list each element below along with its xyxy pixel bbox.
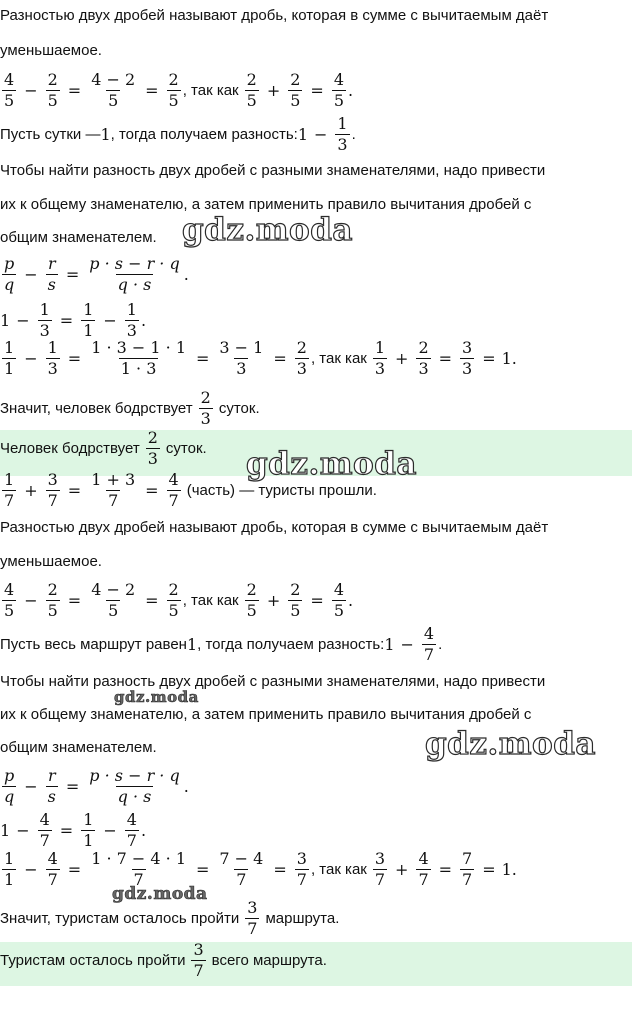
let-statement-2: Пусть весь маршрут равен 1 , тогда получаем разность: 1 − $\frac{4}{7}$ . xyxy=(0,624,443,664)
conclusion-1: Значит, человек бодрствует $\frac{2}{3}$ суток. xyxy=(0,388,260,428)
rule-text-line-2: уменьшаемое. xyxy=(0,42,102,59)
diff-rule-line-4: Чтобы найти разность двух дробей с разными знаменателями, надо привести xyxy=(0,673,546,690)
general-formula-2: $\frac{p}{q}$ − $\frac{r}{s}$ = $\frac{p \cdot s - r \cdot q}{q \cdot s}$ . xyxy=(4,766,189,806)
diff-rule-line-6: общим знаменателем. xyxy=(0,739,157,756)
calculation-2: $\frac{1}{1}$ − $\frac{4}{7}$ = $\frac{1 \cdot 7 - 4 \cdot 1}{7}$ = $\frac{7 - 4}{7}$ = $\frac{3}{7}$ , так как $\frac{3}{7}$ + $\frac{4}{7}$ = $\frac{7}{7}$ = 1. xyxy=(4,849,517,889)
rule-text-line-4: уменьшаемое. xyxy=(0,553,102,570)
diff-rule-line-5: их к общему знаменателю, а затем применить правило вычитания дробей с xyxy=(0,706,532,723)
watermark-2: gdz.moda xyxy=(246,446,417,482)
substitution-2: 1 − $\frac{4}{7}$ = $\frac{1}{1}$ − $\frac{4}{7}$ . xyxy=(0,810,147,850)
watermark-5: gdz.moda xyxy=(112,884,208,904)
calculation-1: $\frac{1}{1}$ − $\frac{1}{3}$ = $\frac{1 \cdot 3 - 1 \cdot 1}{1 \cdot 3}$ = $\frac{3 - 1}{3}$ = $\frac{2}{3}$ , так как $\frac{1}{3}$ + $\frac{2}{3}$ = $\frac{3}{3}$ = 1. xyxy=(4,338,517,378)
answer-2: Туристам осталось пройти $\frac{3}{7}$ всего маршрута. xyxy=(0,940,327,980)
conclusion-2: Значит, туристам осталось пройти $\frac{3}{7}$ маршрута. xyxy=(0,898,340,938)
substitution-1: 1 − $\frac{1}{3}$ = $\frac{1}{1}$ − $\frac{1}{3}$ . xyxy=(0,300,147,340)
watermark-3: gdz.moda xyxy=(114,688,199,706)
rule-text-line-1: Разностью двух дробей называют дробь, которая в сумме с вычитаемым даёт xyxy=(0,7,549,24)
rule-text-line-3: Разностью двух дробей называют дробь, которая в сумме с вычитаемым даёт xyxy=(0,519,549,536)
diff-rule-line-1: Чтобы найти разность двух дробей с разными знаменателями, надо привести xyxy=(0,162,546,179)
example-equation-1: $\frac{4}{5}$ − $\frac{2}{5}$ = $\frac{4 - 2}{5}$ = $\frac{2}{5}$ , так как $\frac{2}{5}$ + $\frac{2}{5}$ = $\frac{4}{5}$ . xyxy=(4,70,354,110)
example-equation-2: $\frac{4}{5}$ − $\frac{2}{5}$ = $\frac{4 - 2}{5}$ = $\frac{2}{5}$ , так как $\frac{2}{5}$ + $\frac{2}{5}$ = $\frac{4}{5}$ . xyxy=(4,580,354,620)
diff-rule-line-3: общим знаменателем. xyxy=(0,229,157,246)
diff-rule-line-2: их к общему знаменателю, а затем применить правило вычитания дробей с xyxy=(0,196,532,213)
sum-equation-2: $\frac{1}{7}$ + $\frac{3}{7}$ = $\frac{1 + 3}{7}$ = $\frac{4}{7}$ (часть) — туристы прошли. xyxy=(4,470,377,510)
let-statement-1: Пусть сутки — 1 , тогда получаем разность: 1 − $\frac{1}{3}$ . xyxy=(0,114,356,154)
watermark-4: gdz.moda xyxy=(425,726,596,762)
watermark-1: gdz.moda xyxy=(182,212,353,248)
answer-1: Человек бодрствует $\frac{2}{3}$ суток. xyxy=(0,428,207,468)
general-formula-1: $\frac{p}{q}$ − $\frac{r}{s}$ = $\frac{p \cdot s - r \cdot q}{q \cdot s}$ . xyxy=(4,254,189,294)
